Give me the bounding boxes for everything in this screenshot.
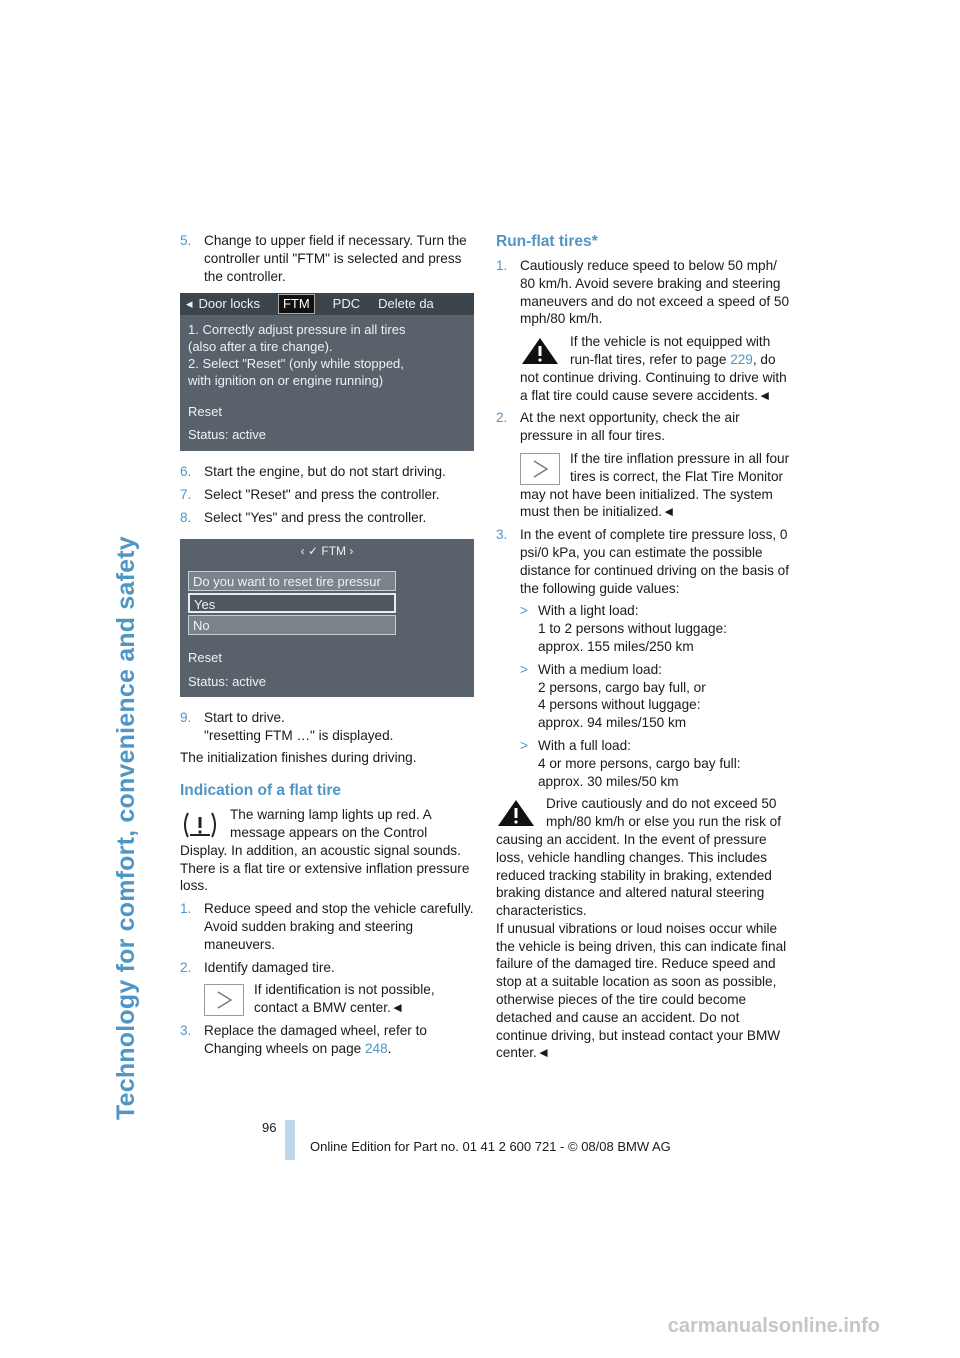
warning-triangle-icon [496, 798, 536, 828]
run-flat-warning-1: If the vehicle is not equipped with run-flat tires, refer to page 229, do not continue driving. Continuing to drive with a flat tire could cause severe accidents.◄ [520, 334, 787, 403]
option-no: No [188, 615, 396, 635]
final-warning: Drive cautiously and do not exceed 50 mph/80 km/h or else you run the risk of causing an accident. In the event of pressure loss, vehicle handling changes. This includes reduced tracking stability in braking, extended braking distance and altered natural steering characteristics. If unusual vibrations or loud noises occur while the vehicle is being driven, this can indicate final failure of the damaged tire. Reduce speed and stop at a suitable location as soon as possible, otherwise pieces of the tire could become detached and cause an accident. Do not continue driving, but instead contact your BMW center.◄ [496, 796, 787, 1061]
run-flat-note-2: If the tire inflation pressure in all four tires is correct, the Flat Tire Monitor may not have been initialized. The system must then be initialized.◄ [520, 450, 790, 520]
edition-text: Online Edition for Part no. 01 41 2 600 721 - © 08/08 BMW AG [310, 1139, 671, 1154]
page-link-229[interactable]: 229 [730, 351, 753, 367]
tab-pdc: PDC [332, 296, 361, 312]
flat-step-3: 3. Replace the damaged wheel, refer to Changing wheels on page 248. [180, 1022, 427, 1056]
run-flat-step-1: 1. Cautiously reduce speed to below 50 mph/ 80 km/h. Avoid severe braking and steering maneuvers and do not exceed a speed of 50 mph/80 km/h. [496, 258, 790, 327]
step-5: 5. Change to upper field if necessary. Turn the controller until "FTM" is selected and press the controller. [180, 233, 467, 284]
screen-reset: Reset [188, 649, 222, 665]
run-flat-step-2: 2. At the next opportunity, check the air pressure in all four tires. [496, 410, 740, 444]
option-yes: Yes [188, 593, 396, 613]
screen-status: Status: active [188, 673, 267, 689]
step-8: 8. Select "Yes" and press the controller. [180, 509, 427, 525]
flat-tire-heading: Indication of a flat tire [180, 782, 342, 800]
tab-delete: Delete da [378, 296, 434, 312]
note-icon [204, 984, 244, 1014]
screen-reset: Reset [188, 404, 222, 420]
right-arrow-icon: › [346, 543, 354, 558]
run-flat-step-3: 3. In the event of complete tire pressure loss, 0 psi/0 kPa, you can estimate the possible distance for continued driving on the basis of the following guide values: [496, 527, 790, 596]
init-text: The initialization finishes during driving. [180, 750, 417, 766]
step-7: 7. Select "Reset" and press the controller. [180, 487, 440, 503]
reset-question: Do you want to reset tire pressur [188, 571, 396, 591]
side-section-title: Technology for comfort, convenience and safety [112, 536, 140, 1120]
flat-step-2-note: If identification is not possible, contact a BMW center.◄ [204, 981, 476, 1017]
watermark: carmanualsonline.info [667, 1315, 880, 1337]
step-9: 9. Start to drive. "resetting FTM …" is displayed. [180, 709, 394, 743]
right-column [496, 232, 792, 1067]
ftm-screen-1 [180, 293, 474, 451]
flat-step-1: 1. Reduce speed and stop the vehicle carefully. Avoid sudden braking and steering maneuvers. [180, 901, 474, 952]
left-column [180, 232, 476, 1063]
page-link-248[interactable]: 248 [364, 1040, 388, 1056]
bullet-full-load: > With a full load: 4 or more persons, cargo bay full: approx. 30 miles/50 km [520, 737, 741, 789]
step-6: 6. Start the engine, but do not start driving. [180, 464, 446, 480]
ftm-screen-2 [180, 539, 474, 697]
screen2-header: ‹ ✓ FTM › [300, 543, 354, 558]
warning-triangle-icon [520, 336, 560, 366]
screen-tab-bar [180, 293, 474, 315]
tab-ftm: FTM [278, 294, 315, 314]
footer-accent-bar [285, 1120, 295, 1160]
run-flat-heading: Run-flat tires* [496, 233, 598, 250]
warning-lamp-icon [180, 809, 220, 839]
flat-step-2: 2. Identify damaged tire. [180, 959, 335, 975]
page-number: 96 [262, 1120, 277, 1135]
screen-status: Status: active [188, 427, 267, 443]
screen-instructions: 1. Correctly adjust pressure in all tires (also after a tire change). 2. Select "Reset" (only while stopped, with ignition on or engine running) Reset Status: active [188, 321, 466, 443]
bullet-medium-load: > With a medium load: 2 persons, cargo bay full, or 4 persons without luggage: approx. 94 miles/150 km [520, 661, 706, 731]
bullet-light-load: > With a light load: 1 to 2 persons without luggage: approx. 155 miles/250 km [520, 603, 727, 654]
left-arrow-icon: ‹ ✓ [300, 543, 322, 558]
left-arrow-icon: ◂ [186, 296, 193, 312]
note-icon [520, 453, 560, 483]
flat-warning-note: The warning lamp lights up red. A message appears on the Control Display. In addition, an acoustic signal sounds. There is a flat tire or extensive inflation pressure loss. [180, 807, 470, 894]
tab-door-locks: Door locks [198, 296, 260, 312]
